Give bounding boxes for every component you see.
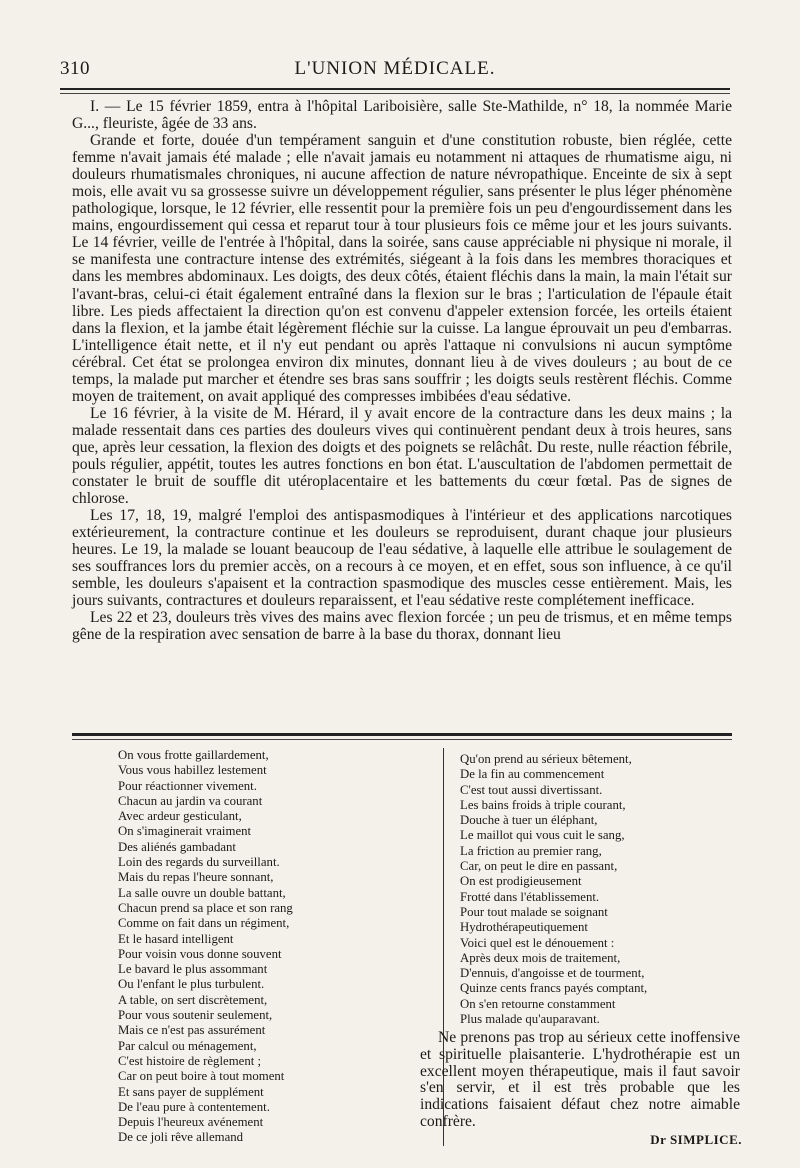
poem-line: Douche à tuer un éléphant,	[460, 813, 598, 828]
poem-line: Pour tout malade se soignant	[460, 904, 608, 919]
poem-line: Chacun prend sa place et son rang	[118, 900, 293, 915]
poem-line: Par calcul ou ménagement,	[118, 1038, 257, 1053]
poem-line: Hydrothérapeutiquement	[460, 920, 588, 935]
signature: Dr SIMPLICE.	[650, 1132, 742, 1147]
feuilleton-rule-thin	[72, 739, 732, 740]
article-body	[72, 98, 732, 644]
poem-line: Chacun au jardin va courant	[118, 793, 263, 808]
poem-line: Qu'on prend au sérieux bêtement,	[460, 752, 632, 766]
poem-line: Et sans payer de supplément	[118, 1084, 264, 1099]
article-paragraph: Grande et forte, douée d'un tempérament sanguin et d'une constitution robuste, bien réglée, cette femme n'avait jamais été malade ; elle n'avait jamais eu notamment ni attaques de rhumatisme aigu, ni douleurs rhumatismales chroniques, ni aucune affection de nature névropathique. Enceinte de six à sept mois, elle avait vu sa grossesse suivre un développement régulier, sans présenter le plus léger phénomène pathologique, lorsque, le 12 février, elle ressentit pour la première fois un peu d'engourdissement dans les mains, engourdissement qui cessa et reparut tour à tour plusieurs fois ce même jour et les jours suivants. Le 14 février, veille de l'entrée à l'hôpital, dans la soirée, sans cause appréciable ni physique ni morale, il se manifesta une contracture intense des extrémités, siégeant à la fois dans les membres thoraciques et dans les membres abdominaux. Les doigts, des deux côtés, étaient fléchis dans la main, la main l'était sur l'avant-bras, celui-ci était également entraîné dans la flexion sur le bras ; l'articulation de l'épaule était libre. Les pieds affectaient la direction qu'on est convenu d'appeler extension forcée, les orteils étaient dans la flexion, et la jambe était légèrement fléchie sur la cuisse. La langue éprouvait un peu d'embarras. L'intelligence était nette, et il n'y eut pendant ou après l'attaque ni convulsions ni aucun symptôme cérébral. Cet état se prolongea environ dix minutes, donnant lieu à de vives douleurs ; au bout de ce temps, la malade put marcher et étendre ses bras sans souffrir ; les doigts seuls restèrent fléchis. Comme moyen de traitement, on avait appliqué des compresses imbibées d'eau sédative.	[72, 132, 732, 405]
article-paragraph: Le 16 février, à la visite de M. Hérard, il y avait encore de la contracture dans les deux mains ; la malade ressentait dans ces parties des douleurs vives qui continuèrent pendant deux à trois heures, sans que, après leur cessation, la flexion des doigts et des poignets se relâchât. Du reste, nulle réaction fébrile, pouls régulier, appétit, toutes les autres fonctions en bon état. L'auscultation de l'abdomen permettait de constater le bruit de souffle dit utéroplacentaire et les battements du cœur fœtal. Pas de signes de chlorose.	[72, 404, 732, 508]
poem-line: Les bains froids à triple courant,	[460, 797, 626, 812]
poem-line: C'est tout aussi divertissant.	[460, 782, 603, 797]
poem-line: Le bavard le plus assommant	[118, 962, 268, 977]
article-paragraph: I. — Le 15 février 1859, entra à l'hôpital Lariboisière, salle Ste-Mathilde, n° 18, la nommée Marie G..., fleuriste, âgée de 33 ans.	[72, 98, 732, 133]
poem-line: La salle ouvre un double battant,	[118, 885, 286, 900]
poem-line: Mais ce n'est pas assurément	[118, 1023, 266, 1038]
article-paragraph: Les 17, 18, 19, malgré l'emploi des antispasmodiques à l'intérieur et des applications narcotiques extérieurement, la contracture continue et les douleurs se reproduisent, durant chaque jour plusieurs heures. Le 19, la malade se louant beaucoup de l'eau sédative, à laquelle elle attribue le soulagement de ses souffrances lors du premier accès, on a recours à ce moyen, et en effet, sous son influence, à ce qu'il semble, les douleurs s'apaisent et la contraction spasmodique des muscles cesse entièrement. Mais, les jours suivants, contractures et douleurs reparaissent, et l'eau sédative reste complétement inefficace.	[72, 507, 732, 610]
poem-line: On vous frotte gaillardement,	[118, 748, 269, 762]
poem-line: Car on peut boire à tout moment	[118, 1069, 285, 1084]
poem-line: Avec ardeur gesticulant,	[118, 809, 242, 824]
poem-line: Quinze cents francs payés comptant,	[460, 981, 648, 996]
poem-line: On s'en retourne constamment	[460, 996, 616, 1011]
closing-text: Ne prenons pas trop au sérieux cette inoffensive et spirituelle plaisanterie. L'hydrothérapie est un excellent moyen thérapeutique, mais il faut savoir s'en servir, et il est très probable que les indications faisaient défaut chez notre aimable confrère.	[420, 1029, 740, 1130]
poem-line: De la fin au commencement	[460, 767, 605, 782]
poem-line: De ce joli rêve allemand	[118, 1130, 244, 1145]
poem-line: Des aliénés gambadant	[118, 839, 236, 854]
poem-line: Mais du repas l'heure sonnant,	[118, 870, 274, 885]
poem-left-column	[118, 748, 293, 1146]
poem-line: Pour voisin vous donne souvent	[118, 946, 282, 961]
poem-line: Pour vous soutenir seulement,	[118, 1008, 273, 1023]
running-title: L'UNION MÉDICALE.	[294, 58, 496, 79]
closing-paragraph	[420, 1030, 740, 1131]
poem-line: Vous vous habillez lestement	[118, 763, 267, 778]
article-paragraph: Les 22 et 23, douleurs très vives des mains avec flexion forcée ; un peu de trismus, et en même temps gêne de la respiration avec sensation de barre à la base du thorax, donnant lieu	[72, 609, 732, 644]
poem-right-column	[460, 752, 647, 1027]
poem-line: Et le hasard intelligent	[118, 931, 234, 946]
poem-line: Comme on fait dans un régiment,	[118, 916, 290, 931]
poem-line: De l'eau pure à contentement.	[118, 1099, 270, 1114]
poem-line: Le maillot qui vous cuit le sang,	[460, 828, 625, 843]
poem-line: Loin des regards du surveillant.	[118, 855, 280, 870]
poem-line: C'est histoire de règlement ;	[118, 1053, 262, 1068]
header-rule	[60, 88, 730, 90]
header-rule-thin	[60, 93, 730, 94]
poem-line: La friction au premier rang,	[460, 843, 602, 858]
poem-line: D'ennuis, d'angoisse et de tourment,	[460, 966, 645, 981]
poem-line: Car, on peut le dire en passant,	[460, 859, 618, 874]
page-number: 310	[60, 58, 90, 79]
poem-line: Ou l'enfant le plus turbulent.	[118, 977, 265, 992]
poem-line: On s'imaginerait vraiment	[118, 824, 252, 839]
poem-line: Après deux mois de traitement,	[460, 950, 621, 965]
poem-line: Frotté dans l'établissement.	[460, 889, 600, 904]
poem-line: Depuis l'heureux avénement	[118, 1115, 264, 1130]
poem-line: Voici quel est le dénouement :	[460, 935, 615, 950]
poem-line: Plus malade qu'auparavant.	[460, 1012, 600, 1027]
feuilleton-rule	[72, 733, 732, 736]
poem-line: A table, on sert discrètement,	[118, 992, 268, 1007]
poem-line: Pour réactionner vivement.	[118, 778, 257, 793]
page-header	[60, 58, 730, 86]
poem-line: On est prodigieusement	[460, 874, 582, 889]
